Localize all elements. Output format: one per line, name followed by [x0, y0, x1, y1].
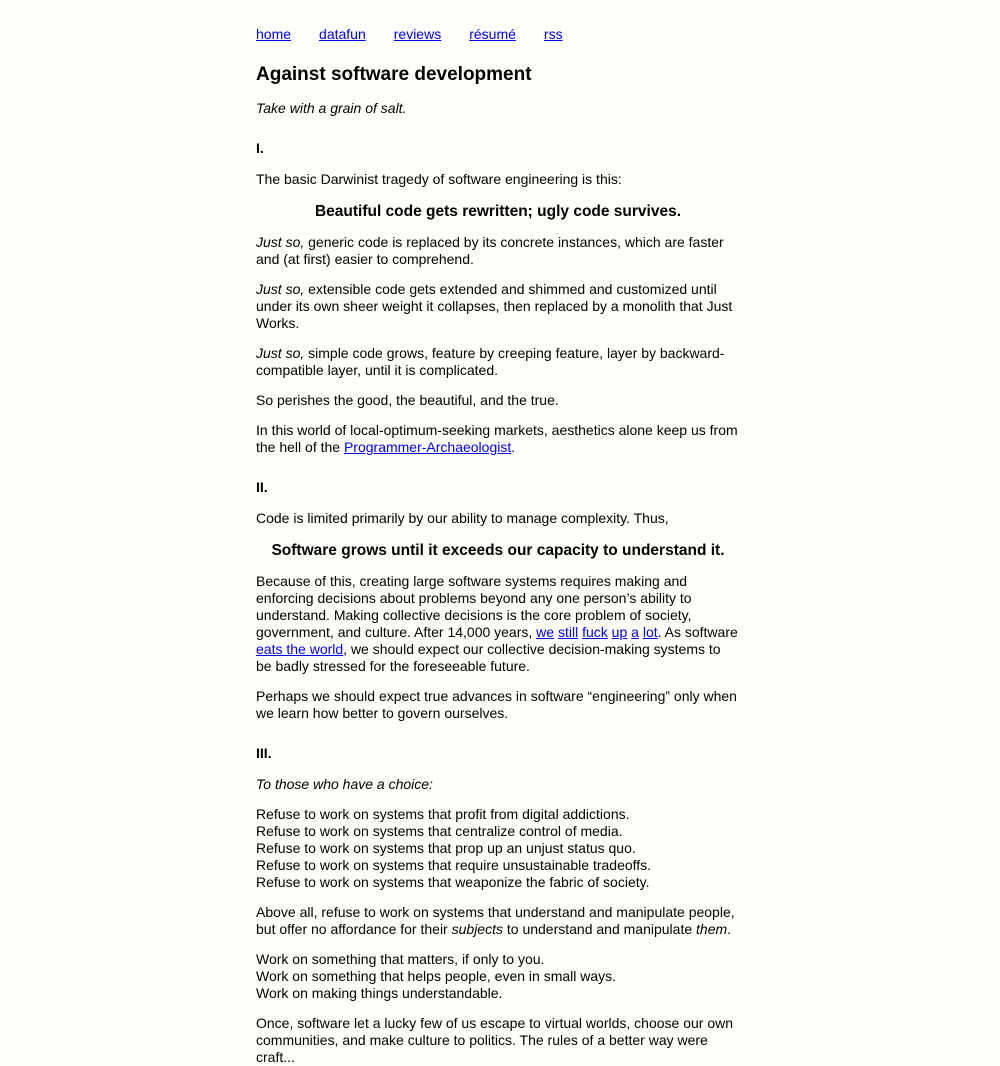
paragraph [256, 281, 740, 332]
list-item: Refuse to work on systems that weaponize the fabric of society. [256, 874, 650, 890]
a-link[interactable]: a [631, 624, 639, 640]
paragraph-text: to understand and manipulate [502, 921, 697, 937]
paragraph-text: In this world of local-optimum-seeking markets, aesthetics alone keep us from the hell of the [256, 422, 738, 455]
paragraph-text: generic code is replaced by its concrete instances, which are faster and (at first) easier to comprehend. [256, 234, 724, 267]
just-so: Just so, [256, 345, 305, 361]
section-heading-3: III. [256, 745, 272, 761]
subtitle: Take with a grain of salt. [256, 100, 407, 116]
emphasis: them [696, 921, 728, 937]
section-3-intro-text: To those who have a choice: [256, 776, 433, 792]
section-1-intro: The basic Darwinist tragedy of software engineering is this: [256, 171, 622, 187]
paragraph [256, 234, 740, 268]
still-link[interactable]: still [557, 624, 579, 640]
emphasis: subjects [451, 921, 503, 937]
paragraph-text: . [727, 921, 732, 937]
paragraph-text: extensible code gets extended and shimmed and customized until under its own sheer weight it collapses, then replaced by a monolith that Just Works. [256, 281, 733, 331]
paragraph: So perishes the good, the beautiful, and the true. [256, 392, 559, 408]
fuck-link[interactable]: fuck [582, 624, 608, 640]
eats-the-world-link[interactable]: eats the world [256, 641, 344, 657]
up-link[interactable]: up [611, 624, 628, 640]
list-item: Refuse to work on systems that require unsustainable tradeoffs. [256, 857, 652, 873]
paragraph-text: . As software [657, 624, 738, 640]
list-item: Refuse to work on systems that centralize control of media. [256, 823, 623, 839]
paragraph [256, 422, 740, 456]
section-3-intro [256, 776, 740, 793]
nav-home-link[interactable]: home [256, 26, 292, 42]
just-so: Just so, [256, 234, 305, 250]
paragraph [256, 573, 740, 675]
paragraph: Once, software let a lucky few of us escape to virtual worlds, choose our own communities, and make culture to politics. The rules of a better way were craft... [256, 1015, 734, 1065]
list-item: Refuse to work on systems that profit from digital addictions. [256, 806, 630, 822]
lot-link[interactable]: lot [642, 624, 658, 640]
paragraph [256, 904, 740, 938]
section-1-thesis: Beautiful code gets rewritten; ugly code survives. [314, 203, 682, 220]
section-2-intro: Code is limited primarily by our ability to manage complexity. Thus, [256, 510, 669, 526]
paragraph: Perhaps we should expect true advances in software “engineering” only when we learn how better to govern ourselves. [256, 688, 737, 721]
refuse-list [256, 806, 740, 891]
list-item: Refuse to work on systems that prop up an unjust status quo. [256, 840, 636, 856]
list-item: Work on making things understandable. [256, 985, 503, 1001]
programmer-archaeologist-link[interactable]: Programmer-Archaeologist [343, 439, 512, 455]
we-link[interactable]: we [536, 624, 555, 640]
article-content [256, 64, 740, 1066]
paragraph-text: , we should expect our collective decision-making systems to be badly stressed for the foreseeable future. [256, 641, 721, 674]
paragraph-text: simple code grows, feature by creeping feature, layer by backward-compatible layer, until it is complicated. [256, 345, 725, 378]
paragraph [256, 345, 740, 379]
work-list [256, 951, 740, 1002]
nav-resume-link[interactable]: résumé [469, 26, 516, 42]
list-item: Work on something that matters, if only to you. [256, 951, 545, 967]
paragraph-text: Because of this, creating large software systems requires making and enforcing decisions about problems beyond any one person’s ability to understand. Making collective decisions is the core problem of society, government, and culture. After 14,000 years, [256, 573, 692, 640]
just-so: Just so, [256, 281, 305, 297]
nav-datafun-link[interactable]: datafun [319, 26, 366, 42]
section-2-thesis: Software grows until it exceeds our capacity to understand it. [271, 542, 725, 559]
top-nav [256, 26, 591, 42]
list-item: Work on something that helps people, even in small ways. [256, 968, 617, 984]
nav-reviews-link[interactable]: reviews [393, 26, 442, 42]
paragraph-text: . [511, 439, 516, 455]
nav-rss-link[interactable]: rss [543, 26, 563, 42]
paragraph-text: Above all, refuse to work on systems that understand and manipulate people, but offer no affordance for their [256, 904, 735, 937]
page-title: Against software development [256, 64, 532, 85]
section-heading-2: II. [256, 479, 268, 495]
section-heading-1: I. [256, 140, 264, 156]
